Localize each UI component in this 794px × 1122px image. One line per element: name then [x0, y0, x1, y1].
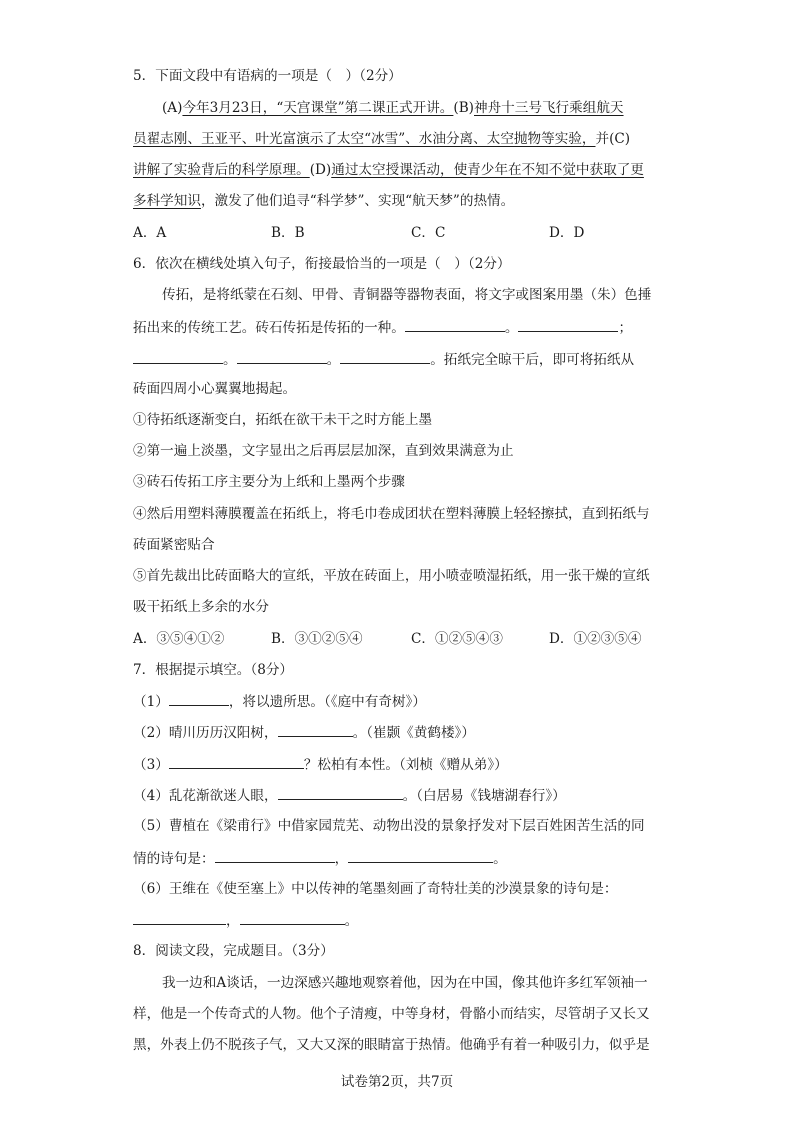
q5-label-d: (D) [309, 162, 332, 178]
q7-item-1-number: （1） [133, 694, 169, 710]
q6-option-b[interactable]: B．③①②⑤④ [271, 631, 363, 647]
q7-item-3-text: ？松柏有本性。（刘桢《赠从弟》） [303, 757, 508, 773]
q5-word-and: 并 [595, 131, 610, 147]
q5-option-c[interactable]: C．C [411, 225, 446, 241]
q7-item-3-number: （3） [133, 757, 169, 773]
period: 。 [326, 352, 341, 368]
q6-blank-1[interactable] [405, 317, 505, 332]
q7-item-1-text: ，将以遗所思。（《庭中有奇树》） [228, 694, 426, 710]
q7-blank-5a[interactable] [215, 848, 335, 863]
q5-sentence-a: 今年3月23日，“天宫课堂”第二课正式开讲。 [182, 100, 454, 116]
q6-option-a[interactable]: A．③⑤④①② [133, 631, 225, 647]
q6-sentence-4-cont: 砖面紧密贴合 [133, 537, 215, 553]
q6-passage-line-4: 砖面四周小心翼翼地揭起。 [133, 381, 297, 397]
q5-passage-line-3 [133, 160, 644, 180]
q6-title: 6．依次在横线处填入句子，衔接最恰当的一项是（ ）（2分） [133, 256, 511, 272]
period: 。 [493, 851, 507, 867]
q7-item-2-source: 。（崔颢《黄鹤楼》） [352, 725, 475, 741]
q5-option-a[interactable]: A．A [133, 225, 167, 241]
q7-blank-2[interactable] [278, 722, 353, 737]
page-footer: 试卷第2页，共7页 [340, 1074, 454, 1090]
q7-blank-6a[interactable] [133, 910, 226, 925]
q5-label-c: (C) [609, 131, 631, 147]
q7-item-3 [133, 754, 508, 774]
q5-sentence-b-2: 员翟志刚、王亚平、叶光富演示了太空“冰雪”、水油分离、太空抛物等实验， [133, 131, 596, 147]
period: 。 [504, 320, 519, 336]
q6-sentence-5-cont: 吸干拓纸上多余的水分 [133, 599, 269, 615]
q7-item-5-cont [133, 848, 507, 868]
q5-options [133, 223, 673, 243]
q7-blank-4[interactable] [278, 785, 403, 800]
q5-passage-line-1 [162, 98, 624, 118]
period: 。 [223, 352, 237, 368]
q5-label-b: (B) [453, 100, 474, 116]
q6-passage-line-3 [133, 349, 634, 369]
q7-item-6: （6）王维在《使至塞上》中以传神的笔墨刻画了奇特壮美的沙漠景象的诗句是： [133, 881, 618, 897]
period: 。 [344, 913, 359, 929]
q6-sentence-3: ③砖石传拓工序主要分为上纸和上墨两个步骤 [133, 474, 405, 490]
q8-title: 8．阅读文段，完成题目。（3分） [133, 943, 334, 959]
q6-sentence-4: ④然后用塑料薄膜覆盖在拓纸上，将毛巾卷成团状在塑料薄膜上轻轻擦拭，直到拓纸与 [133, 506, 650, 522]
q5-sentence-b-1: 神舟十三号飞行乘组航天 [474, 100, 624, 116]
q6-sentence-5: ⑤首先裁出比砖面略大的宣纸，平放在砖面上，用小喷壶喷湿拓纸，用一张干燥的宣纸 [133, 568, 650, 584]
q7-item-6-cont [133, 910, 358, 930]
q6-options [133, 629, 673, 649]
q5-sentence-d-3: ，激发了他们追寻“科学梦”、实现“航天梦”的热情。 [200, 193, 515, 209]
semicolon: ； [618, 320, 633, 336]
q6-blank-5[interactable] [340, 349, 430, 364]
q7-item-5: （5）曹植在《梁甫行》中借家园荒芜、动物出没的景象抒发对下层百姓困苦生活的同 [133, 818, 645, 834]
q7-item-4 [133, 785, 566, 805]
q6-blank-2[interactable] [518, 317, 618, 332]
q5-sentence-d-1: 通过太空授课活动，使青少年在不知不觉中获取了更 [331, 162, 644, 178]
q6-blank-4[interactable] [237, 349, 327, 364]
q5-passage-line-4 [133, 191, 514, 211]
q7-item-4-text: （4）乱花渐欲迷人眼， [133, 788, 278, 804]
q6-passage-tail: 。拓纸完全晾干后，即可将拓纸从 [430, 352, 635, 368]
q7-blank-3[interactable] [169, 754, 304, 769]
q7-item-2-text: （2）晴川历历汉阳树， [133, 725, 278, 741]
q5-option-d[interactable]: D．D [549, 225, 585, 241]
q5-sentence-c: 讲解了实验背后的科学原理。 [133, 162, 310, 178]
q6-sentence-1: ①待拓纸逐渐变白，拓纸在欲干未干之时方能上墨 [133, 412, 433, 428]
q5-title: 5．下面文段中有语病的一项是（ ）（2分） [133, 68, 402, 84]
q5-label-a: (A) [162, 100, 183, 116]
q8-passage-line-3: 黑，外表上仍不脱孩子气，又大又深的眼睛富于热情。他确乎有着一种吸引力，似乎是 [133, 1037, 650, 1053]
q5-passage-line-2 [133, 129, 630, 149]
q7-blank-6b[interactable] [240, 910, 345, 925]
q6-blank-3[interactable] [133, 349, 223, 364]
q8-passage-line-1: 我一边和A谈话，一边深感兴趣地观察着他，因为在中国，像其他许多红军领袖一 [162, 975, 648, 991]
q5-sentence-d-2: 多科学知识 [133, 193, 201, 209]
q7-item-1 [133, 691, 426, 711]
q7-blank-5b[interactable] [348, 848, 493, 863]
q7-item-4-source: 。（白居易《钱塘湖春行》） [402, 788, 566, 804]
q7-title: 7．根据提示填空。（8分） [133, 662, 294, 678]
q6-option-d[interactable]: D．①②③⑤④ [549, 631, 642, 647]
q6-option-c[interactable]: C．①②⑤④③ [411, 631, 503, 647]
q7-item-2 [133, 722, 475, 742]
q6-passage-line-2 [133, 317, 632, 337]
comma: ， [334, 851, 349, 867]
comma: ， [226, 913, 240, 929]
q5-option-b[interactable]: B．B [271, 225, 305, 241]
q7-blank-1[interactable] [169, 691, 229, 706]
q7-item-5-prompt: 情的诗句是： [133, 851, 215, 867]
q6-passage-text: 拓出来的传统工艺。砖石传拓是传拓的一种。 [133, 320, 405, 336]
q6-passage-line-1: 传拓，是将纸蒙在石刻、甲骨、青铜器等器物表面，将文字或图案用墨（朱）色捶 [162, 287, 652, 303]
q6-sentence-2: ②第一遍上淡墨，文字显出之后再层层加深，直到效果满意为止 [133, 443, 514, 459]
q8-passage-line-2: 样，他是一个传奇式的人物。他个子清瘦，中等身材，骨骼小而结实，尽管胡子又长又 [133, 1006, 650, 1022]
